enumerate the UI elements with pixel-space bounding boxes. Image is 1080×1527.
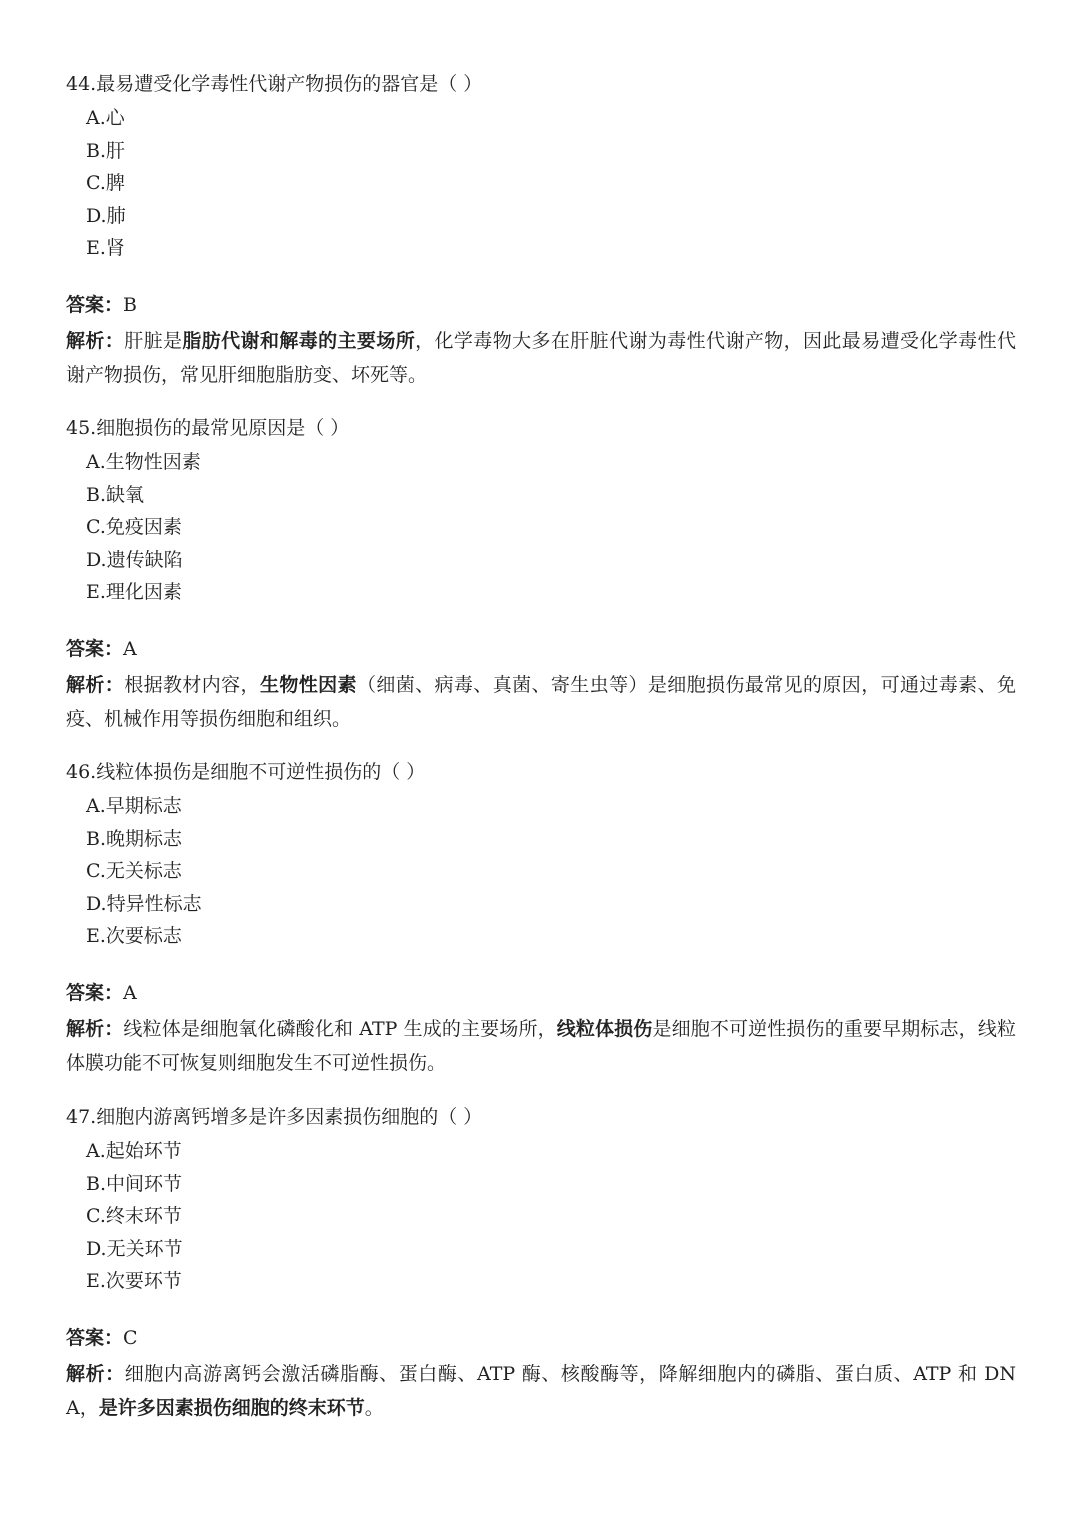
option-d: D.无关环节 — [86, 1237, 183, 1260]
answer-label: 答案： — [66, 293, 124, 316]
option-b: B.晚期标志 — [86, 827, 183, 850]
option-d: D.肺 — [86, 204, 126, 227]
answer-value: C — [123, 1326, 138, 1349]
answer-value: A — [123, 981, 137, 1004]
question-stem: 46.线粒体损伤是细胞不可逆性损伤的（ ） — [66, 761, 426, 783]
option-b: B.中间环节 — [86, 1172, 183, 1195]
analysis-text: （细菌、病毒、真菌、寄生虫等）是细胞损伤最常见的原因，可通过毒素、免疫、机械作用等损伤细胞和组织。 — [66, 673, 1016, 730]
analysis-highlight: 是许多因素损伤细胞的终末环节 — [98, 1396, 365, 1419]
option-c: C.免疫因素 — [86, 516, 182, 539]
option-d: D.遗传缺陷 — [86, 548, 183, 571]
answer-line — [66, 291, 1016, 319]
answer-line — [66, 635, 1016, 663]
analysis-text: 。 — [364, 1396, 384, 1419]
question-block-44 — [66, 70, 1016, 392]
analysis-text: 肝脏是 — [124, 329, 183, 352]
question-stem: 44.最易遭受化学毒性代谢产物损伤的器官是（ ） — [66, 73, 483, 95]
answer-label: 答案： — [66, 981, 124, 1004]
analysis-highlight: 生物性因素 — [259, 673, 357, 696]
answer-label: 答案： — [66, 1326, 124, 1349]
analysis-label: 解析： — [66, 329, 125, 352]
analysis-text: 是细胞不可逆性损伤的重要早期标志，线粒体膜功能不可恢复则细胞发生不可逆性损伤。 — [66, 1017, 1016, 1074]
answer-value: B — [123, 293, 137, 316]
option-list — [66, 1135, 1016, 1298]
analysis-label: 解析： — [66, 673, 125, 696]
option-e: E.次要标志 — [86, 925, 182, 948]
analysis-highlight: 线粒体损伤 — [556, 1017, 653, 1040]
option-a: A.早期标志 — [86, 795, 182, 817]
question-block-46 — [66, 758, 1016, 1080]
analysis-text: 细胞内高游离钙会激活磷脂酶、蛋白酶、ATP 酶、核酸酶等，降解细胞内的磷脂、蛋白质、ATP 和 DNA， — [66, 1362, 1016, 1419]
question-stem: 45.细胞损伤的最常见原因是（ ） — [66, 417, 350, 439]
option-a: A.起始环节 — [86, 1140, 182, 1162]
option-e: E.理化因素 — [86, 581, 182, 604]
option-a: A.心 — [86, 107, 125, 129]
option-list — [66, 102, 1016, 265]
option-list — [66, 790, 1016, 953]
answer-label: 答案： — [66, 637, 124, 660]
option-c: C.无关标志 — [86, 860, 182, 883]
analysis-text: 线粒体是细胞氧化磷酸化和 ATP 生成的主要场所， — [123, 1017, 557, 1040]
analysis-paragraph — [66, 1357, 1016, 1425]
answer-line — [66, 1324, 1016, 1352]
answer-value: A — [123, 637, 137, 660]
analysis-paragraph — [66, 1012, 1016, 1080]
option-list — [66, 446, 1016, 609]
analysis-text: ，化学毒物大多在肝脏代谢为毒性代谢产物，因此最易遭受化学毒性代谢产物损伤，常见肝细胞脂肪变、坏死等。 — [66, 329, 1016, 386]
option-b: B.肝 — [86, 139, 126, 162]
analysis-text: 根据教材内容， — [124, 673, 260, 696]
question-block-47 — [66, 1103, 1016, 1425]
analysis-label: 解析： — [66, 1362, 125, 1385]
option-e: E.次要环节 — [86, 1270, 182, 1293]
analysis-paragraph — [66, 668, 1016, 736]
question-block-45 — [66, 414, 1016, 736]
analysis-label: 解析： — [66, 1017, 124, 1040]
answer-line — [66, 979, 1016, 1007]
option-c: C.脾 — [86, 172, 125, 195]
option-a: A.生物性因素 — [86, 451, 201, 473]
option-b: B.缺氧 — [86, 483, 145, 506]
option-e: E.肾 — [86, 237, 125, 260]
analysis-paragraph — [66, 324, 1016, 392]
option-d: D.特异性标志 — [86, 892, 202, 915]
analysis-highlight: 脂肪代谢和解毒的主要场所 — [182, 329, 416, 352]
option-c: C.终末环节 — [86, 1205, 182, 1228]
question-stem: 47.细胞内游离钙增多是许多因素损伤细胞的（ ） — [66, 1106, 483, 1128]
